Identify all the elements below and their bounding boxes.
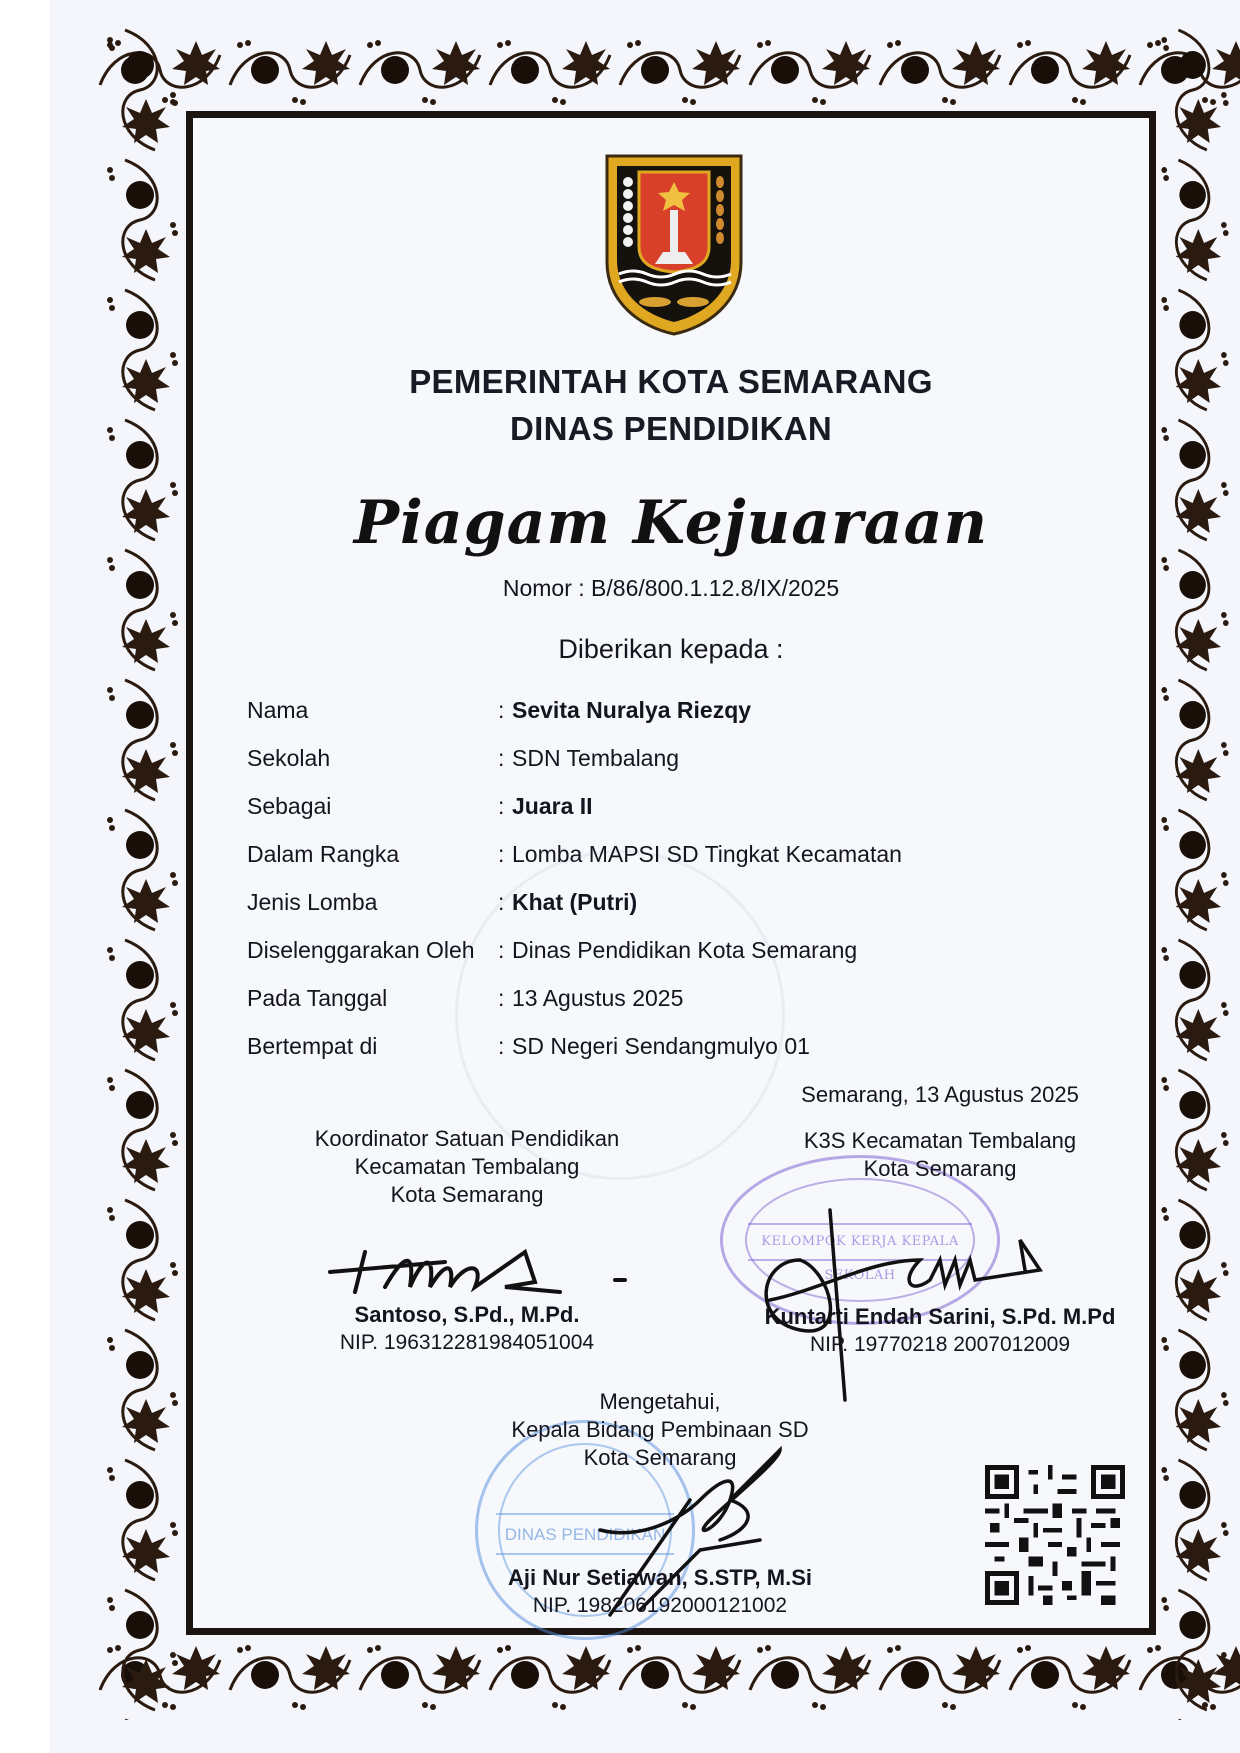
verification-qr-code[interactable]: [985, 1465, 1125, 1605]
position-line: Kota Semarang: [390, 1182, 544, 1207]
field-colon: :: [498, 793, 505, 819]
field-colon: :: [498, 937, 505, 963]
field-colon: :: [498, 697, 505, 723]
department-heading: DINAS PENDIDIKAN: [510, 410, 832, 447]
field-colon: :: [498, 985, 505, 1011]
field-label: Dalam Rangka: [247, 841, 400, 867]
field-label: Jenis Lomba: [247, 889, 378, 915]
field-label: Bertempat di: [247, 1033, 378, 1059]
ornament-border-bottom: [95, 1630, 1240, 1720]
position-line: K3S Kecamatan Tembalang: [803, 1128, 1077, 1153]
position-line: Kepala Bidang Pembinaan SD: [511, 1417, 809, 1442]
competition-type-value: Khat (Putri): [512, 889, 638, 915]
position-line: Kecamatan Tembalang: [354, 1154, 580, 1179]
field-label: Diselenggarakan Oleh: [247, 937, 475, 963]
venue-value: SD Negeri Sendangmulyo 01: [512, 1033, 810, 1059]
position-line: Koordinator Satuan Pendidikan: [314, 1126, 620, 1151]
k3s-stamp: KELOMPOK KERJA KEPALA SEKOLAH: [720, 1155, 1000, 1325]
rank-value: Juara II: [512, 793, 593, 819]
position-line: Kota Semarang: [583, 1445, 737, 1470]
field-label: Nama: [247, 697, 309, 723]
field-colon: :: [498, 745, 505, 771]
field-label: Sebagai: [247, 793, 332, 819]
signatory-right: [730, 1081, 1150, 1359]
ornament-border-top: [95, 25, 1240, 115]
field-colon: :: [498, 889, 505, 915]
certificate-title: Piagam Kejuaraan: [353, 488, 989, 558]
field-label: Pada Tanggal: [247, 985, 388, 1011]
signatory-nip: NIP. 196312281984051004: [339, 1331, 595, 1354]
certificate-number: Nomor : B/86/800.1.12.8/IX/2025: [502, 575, 840, 601]
given-to-label: Diberikan kepada :: [558, 634, 784, 664]
event-value: Lomba MAPSI SD Tingkat Kecamatan: [512, 841, 902, 867]
ornament-border-left: [95, 25, 190, 1720]
position-line: Kota Semarang: [863, 1156, 1017, 1181]
dinas-pendidikan-stamp: DINAS PENDIDIKAN: [475, 1420, 695, 1640]
semarang-emblem: [603, 152, 745, 337]
signatory-name: Santoso, S.Pd., M.Pd.: [354, 1302, 580, 1327]
signatory-nip: NIP. 19770218 2007012009: [809, 1333, 1071, 1356]
field-colon: :: [498, 1033, 505, 1059]
signatory-center: [440, 1388, 880, 1620]
government-heading: PEMERINTAH KOTA SEMARANG: [409, 363, 933, 400]
signatory-name: Aji Nur Setiawan, S.STP, M.Si: [507, 1565, 812, 1590]
signatory-left: [262, 1125, 672, 1357]
school-value: SDN Tembalang: [512, 745, 680, 771]
signatory-nip: NIP. 198206192000121002: [532, 1594, 788, 1617]
field-colon: :: [498, 841, 505, 867]
ornament-border-right: [1150, 25, 1240, 1720]
event-date-value: 13 Agustus 2025: [512, 985, 684, 1011]
organizer-value: Dinas Pendidikan Kota Semarang: [512, 937, 858, 963]
signatory-name: Kuntarti Endah Sarini, S.Pd. M.Pd: [764, 1304, 1116, 1329]
recipient-name: Sevita Nuralya Riezqy: [512, 697, 752, 723]
place-date: Semarang, 13 Agustus 2025: [801, 1082, 1079, 1107]
field-label: Sekolah: [247, 745, 331, 771]
acknowledged-label: Mengetahui,: [599, 1389, 721, 1414]
